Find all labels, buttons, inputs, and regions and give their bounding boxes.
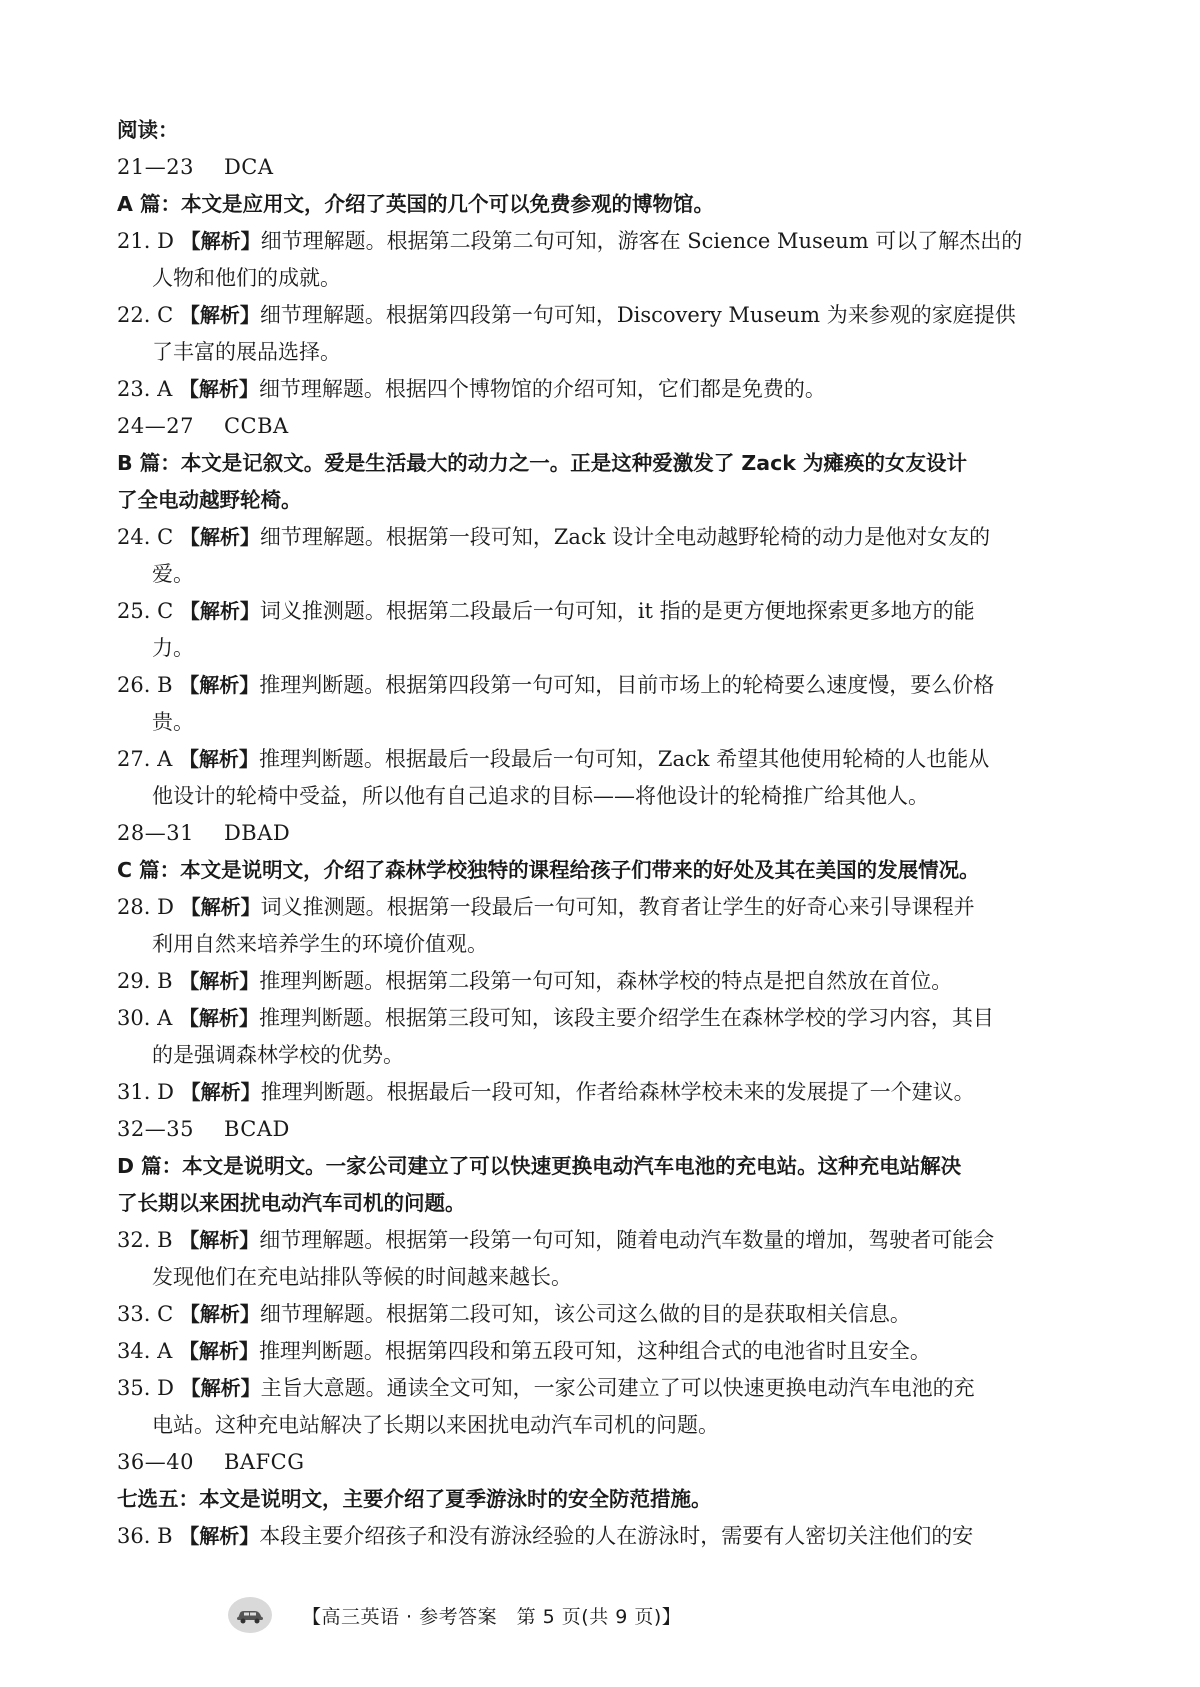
- passage-intro: A 篇：本文是应用文，介绍了英国的几个可以免费参观的博物馆。: [117, 192, 715, 216]
- passage-intro: 了全电动越野轮椅。: [117, 488, 302, 512]
- question-number: 22. C: [117, 303, 174, 327]
- passage-intro: 七选五：本文是说明文，主要介绍了夏季游泳时的安全防范措施。: [117, 1487, 712, 1511]
- answer-explanation: [117, 963, 1097, 1000]
- answer-explanation: [117, 1296, 1097, 1333]
- answer-explanation: [117, 1074, 1097, 1111]
- analysis-tag: 【解析】: [180, 895, 261, 919]
- answer-explanation: [117, 223, 1097, 297]
- explanation-text: 推理判断题。根据最后一段可知，作者给森林学校未来的发展提了一个建议。: [260, 1080, 975, 1104]
- analysis-tag: 【解析】: [178, 1339, 259, 1363]
- question-number: 36. B: [117, 1524, 173, 1548]
- question-number: 26. B: [117, 673, 173, 697]
- answer-key-line: [117, 1444, 1097, 1481]
- answer-key-line: [117, 1111, 1097, 1148]
- answer-explanation: [117, 593, 1097, 667]
- answer-letters: DCA: [223, 155, 274, 179]
- analysis-tag: 【解析】: [179, 303, 260, 327]
- answer-key-line: [117, 815, 1097, 852]
- explanation-text: 细节理解题。根据第一段可知，Zack 设计全电动越野轮椅的动力是他对女友的: [259, 525, 991, 549]
- question-number: 27. A: [117, 747, 173, 771]
- answer-explanation: [117, 519, 1097, 593]
- answer-explanation: [117, 1222, 1097, 1296]
- answer-key-line: [117, 408, 1097, 445]
- analysis-tag: 【解析】: [178, 1006, 259, 1030]
- explanation-text: 推理判断题。根据最后一段最后一句可知，Zack 希望其他使用轮椅的人也能从: [258, 747, 990, 771]
- question-number: 34. A: [117, 1339, 173, 1363]
- page-footer: [228, 1595, 681, 1635]
- explanation-text: 推理判断题。根据第三段可知，该段主要介绍学生在森林学校的学习内容，其目: [258, 1006, 994, 1030]
- analysis-tag: 【解析】: [179, 599, 260, 623]
- analysis-tag: 【解析】: [180, 229, 261, 253]
- analysis-tag: 【解析】: [179, 673, 260, 697]
- passage-section-d: [117, 1111, 1097, 1444]
- question-number: 21. D: [117, 229, 174, 253]
- explanation-text: 了丰富的展品选择。: [152, 340, 341, 364]
- explanation-text: 细节理解题。根据第二段第二句可知，游客在 Science Museum 可以了解杰出的: [260, 229, 1023, 253]
- explanation-text: 主旨大意题。通读全文可知，一家公司建立了可以快速更换电动汽车电池的充: [260, 1376, 975, 1400]
- answer-letters: DBAD: [223, 821, 291, 845]
- analysis-tag: 【解析】: [180, 1376, 261, 1400]
- passage-section-c: [117, 815, 1097, 1111]
- answer-letters: BCAD: [223, 1117, 290, 1141]
- answer-explanation: [117, 1000, 1097, 1074]
- explanation-text: 他设计的轮椅中受益，所以他有自己追求的目标——将他设计的轮椅推广给其他人。: [152, 784, 929, 808]
- passage-intro: C 篇：本文是说明文，介绍了森林学校独特的课程给孩子们带来的好处及其在美国的发展情况。: [117, 858, 980, 882]
- explanation-text: 电站。这种充电站解决了长期以来困扰电动汽车司机的问题。: [152, 1413, 719, 1437]
- question-range: 32—35: [117, 1117, 194, 1141]
- explanation-text: 细节理解题。根据第一段第一句可知，随着电动汽车数量的增加，驾驶者可能会: [259, 1228, 995, 1252]
- analysis-tag: 【解析】: [179, 1228, 260, 1252]
- explanation-text: 利用自然来培养学生的环境价值观。: [152, 932, 488, 956]
- explanation-text: 本段主要介绍孩子和没有游泳经验的人在游泳时，需要有人密切关注他们的安: [259, 1524, 974, 1548]
- passage-intro: D 篇：本文是说明文。一家公司建立了可以快速更换电动汽车电池的充电站。这种充电站解决: [117, 1154, 962, 1178]
- passage-section-seven-choose-five: [117, 1444, 1097, 1555]
- passage-section-b: [117, 408, 1097, 815]
- question-number: 24. C: [117, 525, 174, 549]
- explanation-text: 贵。: [152, 710, 194, 734]
- question-number: 25. C: [117, 599, 174, 623]
- explanation-text: 力。: [152, 636, 194, 660]
- analysis-tag: 【解析】: [179, 1302, 260, 1326]
- answer-explanation: [117, 1333, 1097, 1370]
- answer-explanation: [117, 1370, 1097, 1444]
- answer-explanation: [117, 297, 1097, 371]
- explanation-text: 细节理解题。根据第二段可知，该公司这么做的目的是获取相关信息。: [259, 1302, 911, 1326]
- question-number: 30. A: [117, 1006, 173, 1030]
- question-number: 28. D: [117, 895, 174, 919]
- explanation-text: 发现他们在充电站排队等候的时间越来越长。: [152, 1265, 572, 1289]
- explanation-text: 词义推测题。根据第二段最后一句可知，it 指的是更方便地探索更多地方的能: [259, 599, 975, 623]
- answer-letters: CCBA: [223, 414, 289, 438]
- car-logo-icon: [228, 1597, 272, 1633]
- explanation-text: 细节理解题。根据第四段第一句可知，Discovery Museum 为来参观的家庭提供: [259, 303, 1016, 327]
- explanation-text: 推理判断题。根据第四段第一句可知，目前市场上的轮椅要么速度慢，要么价格: [259, 673, 995, 697]
- question-number: 23. A: [117, 377, 173, 401]
- analysis-tag: 【解析】: [179, 1524, 260, 1548]
- question-number: 35. D: [117, 1376, 174, 1400]
- question-number: 33. C: [117, 1302, 174, 1326]
- question-range: 21—23: [117, 155, 194, 179]
- footer-page-label: 【高三英语 · 参考答案 第 5 页(共 9 页)】: [302, 1605, 682, 1628]
- answer-explanation: [117, 667, 1097, 741]
- question-range: 36—40: [117, 1450, 194, 1474]
- passage-intro: B 篇：本文是记叙文。爱是生活最大的动力之一。正是这种爱激发了 Zack 为瘫痪的女友设计: [117, 451, 968, 475]
- explanation-text: 词义推测题。根据第一段最后一句可知，教育者让学生的好奇心来引导课程并: [260, 895, 975, 919]
- analysis-tag: 【解析】: [178, 377, 259, 401]
- question-range: 28—31: [117, 821, 194, 845]
- explanation-text: 人物和他们的成就。: [152, 266, 341, 290]
- analysis-tag: 【解析】: [178, 747, 259, 771]
- passage-intro: 了长期以来困扰电动汽车司机的问题。: [117, 1191, 466, 1215]
- explanation-text: 爱。: [152, 562, 194, 586]
- analysis-tag: 【解析】: [180, 1080, 261, 1104]
- question-range: 24—27: [117, 414, 194, 438]
- question-number: 29. B: [117, 969, 173, 993]
- answer-explanation: [117, 741, 1097, 815]
- answer-key-page: [117, 112, 1097, 1555]
- question-number: 31. D: [117, 1080, 174, 1104]
- analysis-tag: 【解析】: [179, 969, 260, 993]
- explanation-text: 的是强调森林学校的优势。: [152, 1043, 404, 1067]
- answer-key-line: [117, 149, 1097, 186]
- explanation-text: 推理判断题。根据第四段和第五段可知，这种组合式的电池省时且安全。: [258, 1339, 931, 1363]
- answer-explanation: [117, 1518, 1097, 1555]
- explanation-text: 推理判断题。根据第二段第一句可知，森林学校的特点是把自然放在首位。: [259, 969, 953, 993]
- question-number: 32. B: [117, 1228, 173, 1252]
- answer-letters: BAFCG: [223, 1450, 305, 1474]
- passage-section-a: [117, 149, 1097, 408]
- answer-explanation: [117, 371, 1097, 408]
- explanation-text: 细节理解题。根据四个博物馆的介绍可知，它们都是免费的。: [258, 377, 826, 401]
- answer-explanation: [117, 889, 1097, 963]
- analysis-tag: 【解析】: [179, 525, 260, 549]
- section-heading: 阅读：: [117, 118, 179, 142]
